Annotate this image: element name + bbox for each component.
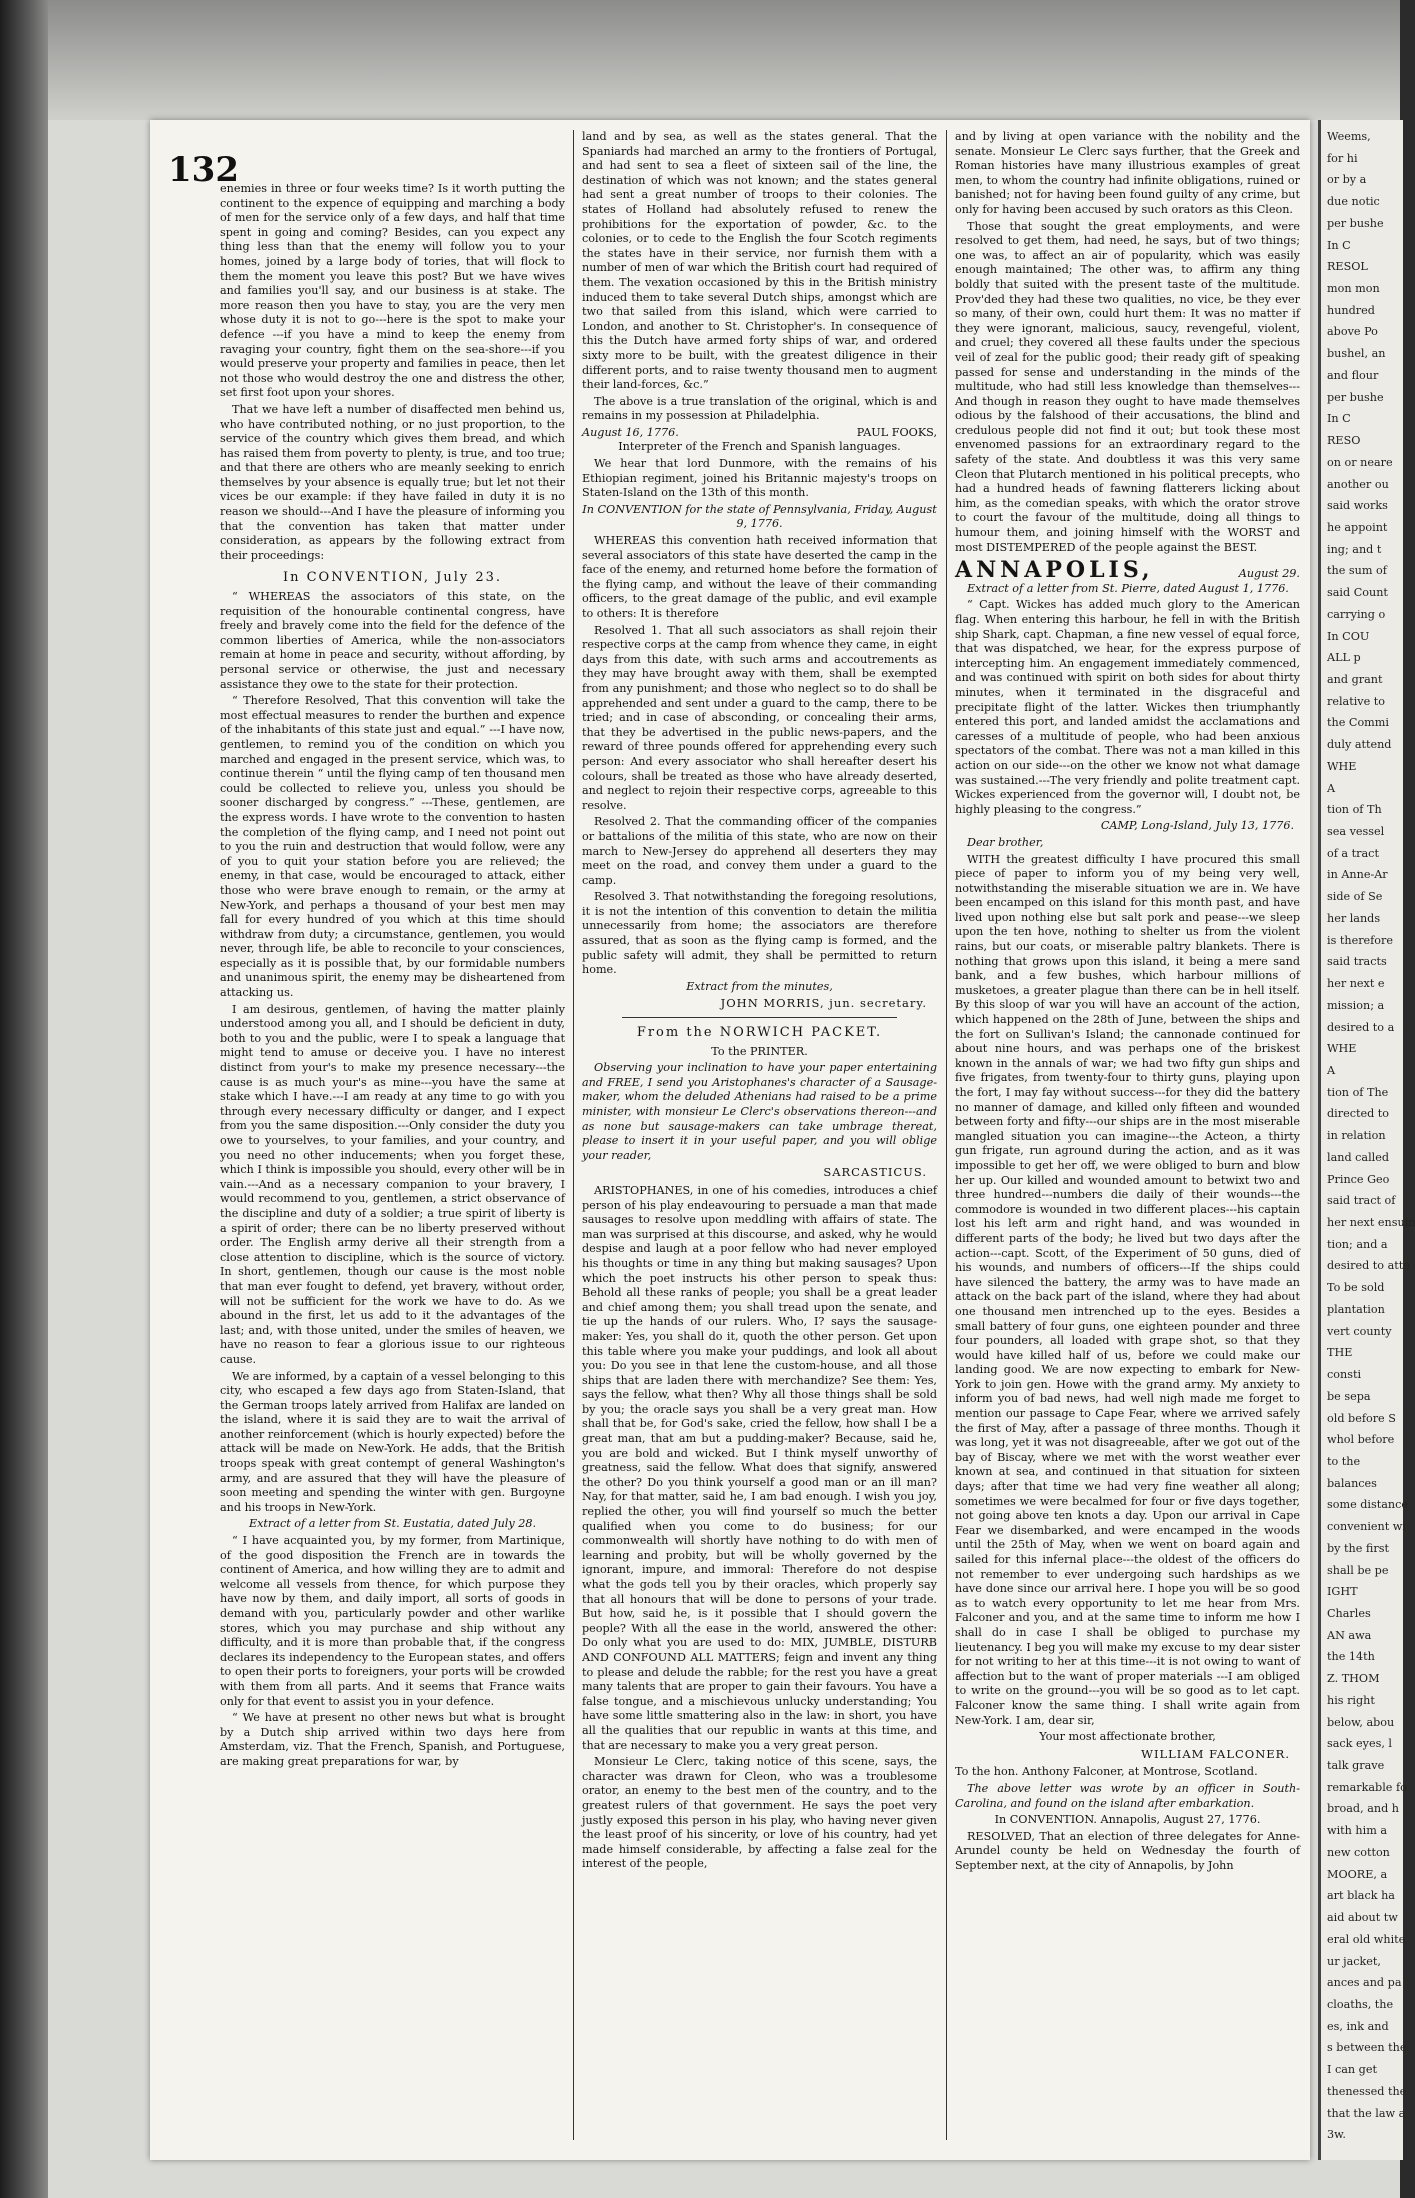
paragraph: enemies in three or four weeks time? Is it worth putting the continent to the expence of equipping and marching a body of men for the service only of a few days, and half that time spent in going and coming? Besides, can you expect any thing less than that the enemy will follow you to your homes, joined by a large body of tories, that will flock to them the moment you leave this post? But we have wives and families you'll say, and our business is at stake. The more reason then you have to stay, you are the very men whose duty it is not to go---here is the spot to make your defence ---if you have a mind to keep the enemy from ravaging your country, fight them on the sea-shore---if you would preserve your property and families in peace, then let not those who would destroy the one and distress the other, set first foot upon your shores. — [220, 182, 565, 400]
text-fragment: duly attend — [1327, 738, 1392, 752]
intro-paragraph: Observing your inclination to have your paper entertaining and FREE, I send you Aristophanes's character of a Sausage-maker, whom the deluded Athenians had raised to be a prime minister, with monsieur Le Clerc's observations thereon---and as none but sausage-makers can take umbrage thereat, please to insert it in your useful paper, and you will oblige your reader, — [582, 1061, 937, 1162]
paragraph: That we have left a number of disaffected men behind us, who have contributed nothing, or no just proportion, to the service of the country which gives them bread, and which has raised them from poverty to plenty, is true, and too true; and that there are others who are meanly seeking to enrich themselves by your absence is equally true; but let not their vices be our example: if they have failed in duty it is no reason we should---And I have the pleasure of informing you that the convention has taken that matter under consideration, as appears by the following extract from their proceedings: — [220, 402, 565, 562]
text-fragment: his right — [1327, 1693, 1375, 1707]
paragraph: WITH the greatest difficulty I have procured this small piece of paper to inform you of my being very well, notwithstanding the miserable situation we are in. We have been encamped on this island for this month past, and have lived upon nothing else but salt pork and pease---we sleep upon the ten hove, nothing to shelter us from the violent rains, but our coats, or miserable paltry blankets. There is nothing that grows upon this island, it being a mere sand bank, and a few bushes, which harbour millions of musketoes, a greater plague than there can be in hell itself. By this sloop of war you will have an account of the action, which happened on the 28th of June, between the ships and the fort on Sullivan's Island; the cannonade continued for about nine hours, and was perhaps one of the briskest known in the annals of war; we had two fifty gun ships and five frigates, from twenty-four to thirty guns, playing upon the fort, I may fay without success---for they did the battery no manner of damage, and killed only fifteen and wounded between forty and fifty---our ships are in the most miserable mangled situation you can imagine---the Acteon, a thirty gun frigate, run aground during the action, and as it was impossible to get her off, we were obliged to burn and blow her up. Our killed and wounded amount to betwixt two and three hundred---numbers die daily of their wounds---the commodore is wounded in two different places---his captain lost his left arm and right hand, and was wounded in different parts of the body; he lived but two days after the action---capt. Scott, of the Experiment of 50 guns, died of his wounds, and numbers of officers---If the ships could have silenced the battery, the army was to have made an attack on the back part of the island, where they had about one thousand men intrenched up to the eyes. Besides a small battery of four guns, one eighteen pounder and three four pounders, all loaded with grape shot, so that they would have killed half of us, before we could make our landing good. We are now expecting to embark for New-York to join gen. Howe with the grand army. My anxiety to inform you of bad news, had well nigh made me forget to mention our passage to Cape Fear, where we arrived safely the first of May, after a passage of three months. Though it was long, yet it was not disagreeable, after we got out of the bay of Biscay, where we met with the worst weather ever known at sea, and continued in that situation for sixteen days; after that time we had very fine weather all along; sometimes we were becalmed for four or five days together, not going above ten knots a day. Upon our arrival in Cape Fear we disembarked, and were encamped in the woods until the 25th of May, when we went on board again and sailed for this infernal place---the oldest of the officers do not remember to ever undergoing such hardships as we have done since our arrival here. I hope you will be so good as to watch every opportunity to let me hear from Mrs. Falconer and you, and at the same time to inform me how I shall do in case I shall be obliged to purchase my lieutenancy. I beg you will make my excuse to my dear sister for not writing to her at this time---it is not owing to want of affection but to the want of proper materials ---I am obliged to write on the ground---you will be so good as to let capt. Falconer know the same thing. I shall write again from New-York. I am, dear sir, — [955, 852, 1300, 1727]
text-fragment: THE — [1327, 1346, 1353, 1360]
text-fragment: remarkable fo — [1327, 1780, 1407, 1794]
text-fragment: below, abou — [1327, 1715, 1395, 1729]
text-fragment: s between the — [1327, 2041, 1407, 2055]
divider — [622, 1017, 897, 1018]
text-fragment: due notic — [1327, 195, 1380, 209]
paragraph: We are informed, by a captain of a vessel belonging to this city, who escaped a few days ago from Staten-Island, that the German troops lately arrived from Halifax are landed on the island, where it is said they are to wait the arrival of another reinforcement (which is hourly expected) before the attack will be made on New-York. He adds, that the British troops speak with great contempt of general Washington's army, and are assured that they will have the pleasure of soon meeting and spending the winter with gen. Burgoyne and his troops in New-York. — [220, 1369, 565, 1514]
minutes-label: Extract from the minutes, — [686, 979, 833, 993]
text-fragment: thenessed the — [1327, 2084, 1407, 2098]
paragraph: ARISTOPHANES, in one of his comedies, introduces a chief person of his play endeavouring to persuade a man that made sausages to resolve upon meddling with affairs of state. The man was surprised at this discourse, and asked, why he would despise and laugh at a poor fellow who had never employed his thoughts or time in any thing but making sausages? Upon which the poet instructs his other person to speak thus: Behold all these ranks of people; you shall be a great leader and chief among them; you shall tread upon the senate, and tie up the hands of our rulers. Who, I? says the sausage-maker: Yes, you shall do it, quoth the other person. Get upon this table where you make your puddings, and look all about you: Do you see in that lene the custom-house, and all those ships that are laden there with merchandize? See them: Yes, says the fellow, what then? Why all those things shall be sold by you; the oracle says you shall be a very great man. How shall that be, for God's sake, cried the fellow, how shall I be a great man, that am but a pudding-maker? Because, said he, you are bold and wicked. But I think myself unworthy of greatness, said the fellow. What does that signify, answered the other? Do you think yourself a good man or an ill man? Nay, for that matter, said he, I am bad enough. I wish you joy, replied the other, you will find yourself so much the better qualified when you come to do business; for our commonwealth will shortly have nothing to do with men of learning and probity, but will be wholly governed by the ignorant, impure, and immoral: Therefore do not despise what the gods tell you by their oracles, which properly say that all honours that will be done to persons of your trade. But how, said he, is it possible that I should govern the people? With all the ease in the world, answered the other: Do only what you are used to do: MIX, JUMBLE, DISTURB AND CONFOUND ALL MATTERS; feign and invent any thing to please and delude the rabble; for the rest you have a great many talents that are proper to gain their favours. You have a false tongue, and a mischievous unlucky understanding; You have some little smattering also in the law: in short, you have all the qualities that our republic in wants at this time, and that are necessary to make you a very great person. — [582, 1183, 937, 1752]
text-fragment: MOORE, a — [1327, 1867, 1388, 1881]
text-fragment: that the law a — [1327, 2106, 1406, 2120]
column-rule — [946, 130, 947, 2140]
text-fragment: In C — [1327, 238, 1351, 252]
text-fragment: her next ensuin — [1327, 1216, 1415, 1230]
text-fragment: shall be pe — [1327, 1563, 1389, 1577]
text-fragment: balances — [1327, 1476, 1377, 1490]
text-fragment: A — [1327, 1063, 1336, 1077]
newspaper-page — [150, 120, 1310, 2160]
text-fragment: said Count — [1327, 586, 1388, 600]
text-fragment: above Po — [1327, 325, 1378, 339]
text-fragment: tion of The — [1327, 1085, 1389, 1099]
section-heading: In CONVENTION for the state of Pennsylvania, Friday, August 9, 1776. — [582, 502, 937, 531]
text-fragment: old before S — [1327, 1411, 1396, 1425]
text-fragment: per bushe — [1327, 216, 1384, 230]
text-fragment: 3w. — [1327, 2128, 1346, 2142]
text-fragment: whol before — [1327, 1433, 1395, 1447]
paragraph: Resolved 3. That notwithstanding the foregoing resolutions, it is not the intention of this convention to detain the militia unnecessarily from home; the associators are therefore assured, that as soon as the flying camp is formed, and the public safety will admit, they shall be permitted to return home. — [582, 890, 937, 977]
text-fragment: new cotton — [1327, 1845, 1390, 1859]
paragraph: “ Capt. Wickes has added much glory to the American flag. When entering this harbour, he fell in with the British ship Shark, capt. Chapman, a fine new vessel of equal force, that was dispatched, we hear, for the express purpose of intercepting him. An engagement immediately commenced, and was continued with spirit on both sides for about thirty minutes, when it terminated in the disgraceful and precipitate flight of the latter. Wickes then triumphantly entered this port, and landed amidst the acclamations and caresses of a multitude of people, who had been anxious spectators of the combat. There was not a man killed in this action on our side---on the other we know not what damage was sustained.---The very friendly and polite treatment capt. Wickes experienced from the governor will, I doubt not, be highly pleasing to the congress.” — [955, 598, 1300, 816]
salutation: Dear brother, — [967, 835, 1044, 849]
text-fragment: per bushe — [1327, 390, 1384, 404]
text-fragment: and flour — [1327, 368, 1379, 382]
text-fragment: RESOL — [1327, 260, 1368, 274]
text-fragment: to the — [1327, 1454, 1361, 1468]
text-fragment: relative to — [1327, 694, 1386, 708]
text-fragment: carrying o — [1327, 607, 1386, 621]
text-fragment: ur jacket, — [1327, 1954, 1381, 1968]
text-fragment: be sepa — [1327, 1389, 1371, 1403]
text-fragment: said tracts — [1327, 955, 1387, 969]
text-fragment: he appoint — [1327, 520, 1388, 534]
text-fragment: Charles — [1327, 1606, 1371, 1620]
text-fragment: To be sold — [1327, 1281, 1385, 1295]
section-heading: ANNAPOLIS, — [955, 557, 1154, 584]
signature-name: WILLIAM FALCONER. — [1141, 1746, 1290, 1761]
text-fragment: mission; a — [1327, 998, 1385, 1012]
paragraph: Resolved 2. That the commanding officer of the companies or battalions of the militia of this state, who are now on their march to New-Jersey do apprehend all deserters they may meet on the road, and convey them under a guard to the camp. — [582, 815, 937, 887]
signature-name: PAUL FOOKS, — [856, 425, 937, 439]
section-heading: From the NORWICH PACKET. — [636, 1025, 883, 1041]
text-fragment: in relation — [1327, 1129, 1386, 1143]
text-fragment: tion; and a — [1327, 1237, 1388, 1251]
text-fragment: eral old white — [1327, 1932, 1406, 1946]
paragraph: Monsieur Le Clerc, taking notice of this scene, says, the character was drawn for Cleon, who was a troublesome orator, an enemy to the best men of the country, and to the greatest rulers of that government. He says the poet very justly exposed this person in his play, who having never given the least proof of his sincerity, or love of his country, had yet made himself considerable, by affecting a false zeal for the interest of the people, — [582, 1755, 937, 1871]
text-fragment: her lands — [1327, 911, 1381, 925]
text-fragment: AN awa — [1327, 1628, 1372, 1642]
paragraph: I am desirous, gentlemen, of having the matter plainly understood among you all, and I should be deficient in duty, both to you and the public, were I to speak a language that might tend to amuse or deceive you. I have no interest distinct from your's to make my presence necessary---the cause is as much your's as mine---you have the same at stake which I have.---I am ready at any time to go with you through every necessary difficulty or danger, and I expect from you the same disposition.---Only consider the duty you owe to yourselves, to your families, and your country, and you need no other inducements; when you forget these, which I think is impossible you should, every other will be in vain.---And as a necessary companion to your bravery, I would recommend to you, gentlemen, a strict observance of the discipline and duty of a soldier; a true spirit of liberty is a spirit of order; there can be no liberty preserved without order. The English army derive all their strength from a close attention to discipline, which is the source of victory. In short, gentlemen, though our cause is the most noble that man ever fought to defend, yet bravery, without order, will not be sufficient for the work we have to do. As we abound in the first, let us add to it the advantages of the last; and, with those united, under the smiles of heaven, we have no reason to fear a glorious issue to our righteous cause. — [220, 1002, 565, 1366]
text-fragment: by the first — [1327, 1541, 1389, 1555]
text-fragment: consti — [1327, 1368, 1362, 1382]
adjacent-page-fragment — [1318, 120, 1415, 2160]
book-binding — [0, 0, 48, 2198]
text-fragment: with him a — [1327, 1824, 1388, 1838]
text-fragment: cloaths, the — [1327, 1997, 1394, 2011]
signature-name: JOHN MORRIS, jun. secretary. — [720, 996, 927, 1011]
text-fragment: convenient wi — [1327, 1520, 1406, 1534]
text-fragment: In COU — [1327, 629, 1370, 643]
section-heading: Extract of a letter from St. Pierre, dated August 1, 1776. — [967, 581, 1289, 595]
signature-block — [582, 426, 937, 441]
text-fragment: land called — [1327, 1150, 1390, 1164]
text-fragment: another ou — [1327, 477, 1389, 491]
column-1 — [220, 130, 565, 2140]
section-heading: Extract of a letter from St. Eustatia, dated July 28. — [248, 1517, 537, 1531]
text-fragment: of a tract — [1327, 846, 1379, 860]
text-fragment: es, ink and — [1327, 2019, 1389, 2033]
paragraph: Those that sought the great employments, and were resolved to get them, had need, he says, but of two things; one was, to affect an air of popularity, which was easily enough maintained; The other was, to affirm any thing boldly that suited with the present taste of the multitude. Prov'ded they had these two qualities, no vice, be they ever so many, of their own, could hurt them: It was no matter if they were ignorant, malicious, saucy, revengeful, violent, and cruel; they covered all these faults under the specious veil of zeal for the public good; their ready gift of speaking passed for sense and understanding in the minds of the multitude, who had still less knowledge than themselves---And though in reason they ought to have made themselves odious by the falshood of their accusations, the blind and credulous people did not find it out; but took these most envenomed passions for an extraordinary regard to the safety of the state. And doubtless it was this very same Cleon that Plutarch mentioned in his political precepts, who had a hundred heads of fawning flatterers licking about him, as the comedian speaks, with which the orator strove to court the favour of the multitude, doing all things to humour them, and joining himself with the WORST and most DISTEMPERED of the people against the BEST. — [955, 219, 1300, 554]
text-fragment: ances and pa — [1327, 1976, 1402, 1990]
text-fragment: talk grave — [1327, 1759, 1385, 1773]
paragraph: RESOLVED, That an election of three delegates for Anne-Arundel county be held on Wednesday the fourth of September next, at the city of Annapolis, by John — [955, 1829, 1300, 1872]
signature-title: Interpreter of the French and Spanish languages. — [618, 440, 901, 454]
top-shadow — [48, 0, 1400, 120]
column-2 — [582, 130, 937, 2140]
paragraph: land and by sea, as well as the states general. That the Spaniards had marched an army to the frontiers of Portugal, and had sent to sea a fleet of sixteen sail of the line, the destination of which was not known; and the states general had sent a great number of troops to their colonies. The states of Holland had absolutely refused to renew the prohibitions for the exportation of powder, &c. to the colonies, or to cede to the English the four Scotch regiments the states have in their service, nor furnish them with a number of men of war which the British court had required of them. The vexation occasioned by this in the British ministry induced them to take several Dutch ships, amongst which are two that sailed from this island, which were carried to London, and another to St. Christopher's. In consequence of this the Dutch have armed forty ships of war, and ordered sixty more to be built, with the greatest diligence in their different ports, and to raise twenty thousand men to augment their land-forces, &c.” — [582, 130, 937, 392]
text-fragment: sea vessel — [1327, 825, 1385, 839]
paragraph: The above is a true translation of the original, which is and remains in my possession at Philadelphia. — [582, 394, 937, 423]
text-fragment: and grant — [1327, 673, 1383, 686]
text-fragment: Prince Geo — [1327, 1172, 1390, 1186]
text-fragment: desired to atte — [1327, 1259, 1410, 1273]
note: The above letter was wrote by an officer in South-Carolina, and found on the island after embarkation. — [955, 1781, 1300, 1810]
section-heading: In CONVENTION, July 23. — [282, 570, 503, 586]
text-fragment: her next e — [1327, 977, 1385, 991]
text-fragment: In C — [1327, 412, 1351, 426]
text-fragment: ALL p — [1327, 651, 1361, 665]
paragraph: “ We have at present no other news but what is brought by a Dutch ship arrived within two days here from Amsterdam, viz. That the French, Spanish, and Portuguese, are making great preparations for war, by — [220, 1711, 565, 1768]
paragraph: “ I have acquainted you, by my former, from Martinique, of the good disposition the French are in towards the continent of America, and how willing they are to admit and welcome all vessels from thence, for which purpose they have now by them, and daily import, all sorts of goods in demand with you, particularly powder and other warlike stores, which you may purchase and ship without any difficulty, and it is more than probable that, if the congress declares its independency to the European states, and offers to open their ports to foreigners, your ports will be crowded with them from all parts. And it seems that France waits only for that event to assist you in your defence. — [220, 1534, 565, 1708]
addressee: To the hon. Anthony Falconer, at Montrose, Scotland. — [955, 1765, 1258, 1779]
column-rule — [573, 130, 574, 2140]
text-fragment: on or neare — [1327, 455, 1393, 469]
paragraph: “ WHEREAS the associators of this state, on the requisition of the honourable continental congress, have freely and bravely come into the field for the defence of the common liberties of America, while the non-associators remain at home in peace and security, without affording, by personal service or otherwise, the just and necessary assistance they owe to the state for their protection. — [220, 590, 565, 691]
column-3 — [955, 130, 1300, 2140]
text-fragment: the Commi — [1327, 716, 1389, 730]
text-fragment: A — [1327, 781, 1336, 795]
text-fragment: hundred — [1327, 303, 1375, 317]
closing: Your most affectionate brother, — [1039, 1730, 1216, 1744]
section-heading: CAMP, Long-Island, July 13, 1776. — [1100, 819, 1294, 833]
text-fragment: ing; and t — [1327, 542, 1382, 556]
text-fragment: Z. THOM — [1327, 1672, 1380, 1686]
text-fragment: aid about tw — [1327, 1911, 1398, 1925]
text-fragment: WHE — [1327, 1042, 1357, 1056]
paragraph: Resolved 1. That all such associators as shall rejoin their respective corps at the camp from whence they came, in eight days from this date, with such arms and accoutrements as they may have brought away with them, shall be exempted from any punishment; and those who neglect so to do shall be apprehended and sent under a guard to the camp, there to be tried; and in case of absconding, or concealing their arms, that they be advertised in the public news-papers, and the reward of three pounds offered for apprehending every such person: And every associator who shall hereafter desert his colours, shall be treated as those who have already deserted, and neglect to rejoin their respective corps, agreeable to this resolve. — [582, 623, 937, 812]
text-fragment: directed to — [1327, 1107, 1390, 1121]
signature-name: SARCASTICUS. — [823, 1165, 927, 1180]
text-fragment: side of Se — [1327, 890, 1383, 904]
text-fragment: bushel, an — [1327, 347, 1386, 361]
text-fragment: plantation — [1327, 1302, 1385, 1316]
text-fragment: or by a — [1327, 173, 1367, 187]
text-fragment: tion of Th — [1327, 803, 1382, 817]
text-fragment: for hi — [1327, 151, 1358, 165]
text-fragment: WHE — [1327, 759, 1357, 773]
paragraph: and by living at open variance with the nobility and the senate. Monsieur Le Clerc says further, that the Greek and Roman histories have many illustrious examples of great men, to whom the country had infinite obligations, ruined or banished; not for having been found guilty of any crime, but only for having been accused by such orators as this Cleon. — [955, 130, 1300, 216]
paragraph: WHEREAS this convention hath received information that several associators of this state have deserted the camp in the face of the enemy, and returned home before the formation of the flying camp, and without the leave of their commanding officers, to the great damage of the public, and evil example to others: It is therefore — [582, 534, 937, 620]
text-fragment: said tract of — [1327, 1194, 1396, 1208]
subheading: To the PRINTER. — [711, 1044, 808, 1058]
text-fragment: art black ha — [1327, 1889, 1395, 1903]
text-fragment: IGHT — [1327, 1585, 1358, 1599]
page-number: 132 — [168, 150, 239, 190]
text-fragment: said works — [1327, 499, 1388, 513]
text-fragment: desired to a — [1327, 1020, 1395, 1034]
text-fragment: mon mon — [1327, 282, 1380, 296]
text-fragment: the 14th — [1327, 1650, 1375, 1664]
signature-date: August 16, 1776. — [582, 425, 679, 439]
dateline-block — [955, 557, 1300, 582]
text-fragment: vert county — [1327, 1324, 1392, 1338]
section-heading: In CONVENTION. Annapolis, August 27, 1776. — [994, 1813, 1261, 1827]
text-fragment: Weems, — [1327, 130, 1371, 143]
text-fragment: some distance — [1327, 1498, 1409, 1512]
dateline-date: August 29. — [1238, 567, 1300, 581]
text-fragment: is therefore — [1327, 933, 1394, 947]
text-fragment: in Anne-Ar — [1327, 868, 1388, 882]
text-fragment: the sum of — [1327, 564, 1387, 578]
text-fragment: sack eyes, l — [1327, 1737, 1393, 1751]
paragraph: “ Therefore Resolved, That this convention will take the most effectual measures to render the burthen and expence of the inhabitants of this state just and equal.” ---I have now, gentlemen, to remind you of the condition on which you marched and engaged in the present service, which was, to continue therein “ until the flying camp of ten thousand men could be collected to relieve you, unless you should be sooner discharged by congress.” ---These, gentlemen, are the express words. I have wrote to the convention to hasten the completion of the flying camp, and I need not point out to you the ruin and destruction that would follow, were any of you to quit your station before you are relieved; the enemy, in that case, would be encouraged to attack, either those who were brave enough to remain, or the army at New-York, and perhaps a thousand of your best men may fall for every hundred of you which at this time should withdraw from duty; a circumstance, gentlemen, you would never, through life, be able to reconcile to your consciences, especially as it is possible that, by our formidable numbers and unanimous spirit, the enemy may be disheartened from attacking us. — [220, 694, 565, 1000]
paragraph: We hear that lord Dunmore, with the remains of his Ethiopian regiment, joined his Britannic majesty's troops on Staten-Island on the 13th of this month. — [582, 457, 937, 500]
text-fragment: RESO — [1327, 434, 1361, 448]
text-fragment: broad, and h — [1327, 1802, 1399, 1816]
text-fragment: I can get — [1327, 2063, 1377, 2077]
